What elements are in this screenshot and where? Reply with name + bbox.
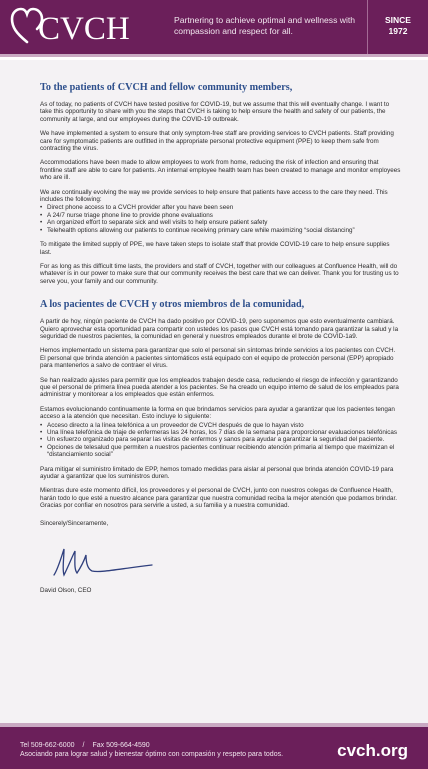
since-label: SINCE bbox=[385, 15, 411, 25]
english-paragraph-6: For as long as this difficult time lasts, the providers and staff of CVCH, together with our colleagues at Confluence Health, will do whatever is in our power to make sure that our community receives the best care that we can deliver. Thank you for trusting us to serve you, your family and our community. bbox=[40, 262, 399, 285]
closing-salutation: Sincerely/Sinceramente, bbox=[40, 519, 109, 527]
spanish-paragraph-1: A partir de hoy, ningún paciente de CVCH ha dado positivo por COVID-19, pero suponemos que esto eventualmente cambiará. Quiero aprovechar esta oportunidad para compartir con ustedes los pasos que CVCH está tomando para garantizar la salud y la seguridad de nuestros pacientes, la comunidad en general y nuestros empleados durante el brote de COVID-1a9. bbox=[40, 318, 399, 340]
english-paragraph-1: As of today, no patients of CVCH have tested positive for COVID-19, but we assume that this will eventually change. I want to take this opportunity to share with you the steps that CVCH is taking to help ensure the health and safety of our patients, the community at large, and our employees during the COVID-19 outbreak. bbox=[40, 101, 390, 123]
header-banner bbox=[0, 0, 428, 57]
english-heading: To the patients of CVCH and fellow community members, bbox=[40, 82, 293, 93]
english-paragraph-2: We have implemented a system to ensure that only symptom-free staff are providing services to CVCH patients. Staff providing care for symptomatic patients are outfitted in the appropriate personal protective equipment (PPE) to keep them safe from contracting the virus. bbox=[40, 130, 394, 153]
list-item: • Direct phone access to a CVCH provider after you have been seen bbox=[40, 204, 401, 211]
list-item: • Una línea telefónica de triaje de enfermeras las 24 horas, los 7 días de la semana para proporcionar evaluaciones telefónicas bbox=[40, 429, 401, 436]
signer-name: David Olson, CEO bbox=[40, 586, 92, 594]
spanish-section bbox=[40, 299, 401, 510]
list-item: • An organized effort to separate sick and well visits to help ensure patient safety bbox=[40, 219, 401, 226]
english-paragraph-4: We are continually evolving the way we provide services to help ensure that patients have access to the care they need. This includes the following: bbox=[40, 188, 388, 204]
spanish-paragraph-4: Estamos evolucionando continuamente la forma en que brindamos servicios para ayudar a garantizar que los pacientes tengan acceso a la atención que necesitan. Esto incluye lo siguiente: bbox=[40, 405, 395, 421]
spanish-bullet-list bbox=[40, 422, 401, 459]
english-bullet-list bbox=[40, 204, 401, 234]
cvch-logo bbox=[10, 6, 160, 50]
signature-icon bbox=[48, 545, 158, 581]
footer-banner bbox=[0, 723, 428, 769]
list-item: • Opciones de telesalud que permiten a nuestros pacientes continuar recibiendo atención primaria al tiempo que maximizan el “distanciamiento social” bbox=[40, 444, 401, 459]
logo-wordmark: CVCH bbox=[38, 11, 130, 47]
since-badge bbox=[367, 0, 428, 54]
letter-body bbox=[0, 60, 428, 723]
website-link[interactable]: cvch.org bbox=[337, 741, 408, 760]
english-paragraph-5: To mitigate the limited supply of PPE, we have taken steps to isolate staff that provide COVID-19 care to help ensure supplies last. bbox=[40, 241, 390, 256]
spanish-paragraph-6: Mientras dure este momento difícil, los proveedores y el personal de CVCH, junto con nuestros colegas de Confluence Health, harán todo lo que esté a nuestro alcance para garantizar que nuestra comunidad reciba la mejor atención que podamos brindar. Gracias por confiar en nosotros para servirle a usted, a su familia y a nuestra comunidad. bbox=[40, 487, 398, 510]
spanish-heading: A los pacientes de CVCH y otros miembros de la comunidad, bbox=[40, 299, 305, 311]
list-item: • Telehealth options allowing our patients to continue receiving primary care while maximizing “social distancing” bbox=[40, 227, 401, 234]
footer-contact: Tel 509-662-6000 / Fax 509-664-4590 Asociando para lograr salud y bienestar óptimo con compasión y respeto para todos. bbox=[20, 742, 284, 758]
spanish-paragraph-2: Hemos implementado un sistema para garantizar que solo el personal sin síntomas brinde servicios a los pacientes con CVCH. El personal que brinda atención a pacientes sintomáticos está equipado con el equipo de protección personal (EPP) apropiado para mantenerlos a salvo de contraer el virus. bbox=[40, 347, 396, 370]
footer-tagline: Asociando para lograr salud y bienestar óptimo con compasión y respeto para todos. bbox=[20, 751, 284, 758]
english-paragraph-3: Accommodations have been made to allow employees to work from home, reducing the risk of infection and ensuring that frontline staff are able to care for patients. An internal employee health team has been created to manage and monitor employees who are ill. bbox=[40, 159, 401, 182]
phone-number: Tel 509-662-6000 bbox=[20, 742, 75, 749]
fax-number: Fax 509-664-4590 bbox=[92, 742, 150, 749]
list-item: • Acceso directo a la línea telefónica a un proveedor de CVCH después de que lo hayan visto bbox=[40, 422, 401, 429]
spanish-paragraph-5: Para mitigar el suministro limitado de EPP, hemos tomado medidas para aislar al personal que brinda atención COVID-19 para ayudar a garantizar que los suministros duren. bbox=[40, 465, 394, 481]
list-item: • A 24/7 nurse triage phone line to provide phone evaluations bbox=[40, 212, 401, 219]
since-year: 1972 bbox=[388, 26, 408, 36]
list-item: • Un esfuerzo organizado para separar las visitas de enfermos y sanos para ayudar a garantizar la seguridad del paciente. bbox=[40, 436, 401, 443]
spanish-paragraph-3: Se han realizado ajustes para permitir que los empleados trabajen desde casa, reduciendo el riesgo de infección y garantizando que el personal de primera línea pueda atender a los pacientes. Se ha creado un equipo interno de salud de los empleados para administrar y monitorear a los empleados que están enfermos. bbox=[40, 376, 399, 399]
english-section bbox=[40, 82, 401, 285]
header-tagline: Partnering to achieve optimal and wellness with compassion and respect for all. bbox=[174, 15, 356, 36]
